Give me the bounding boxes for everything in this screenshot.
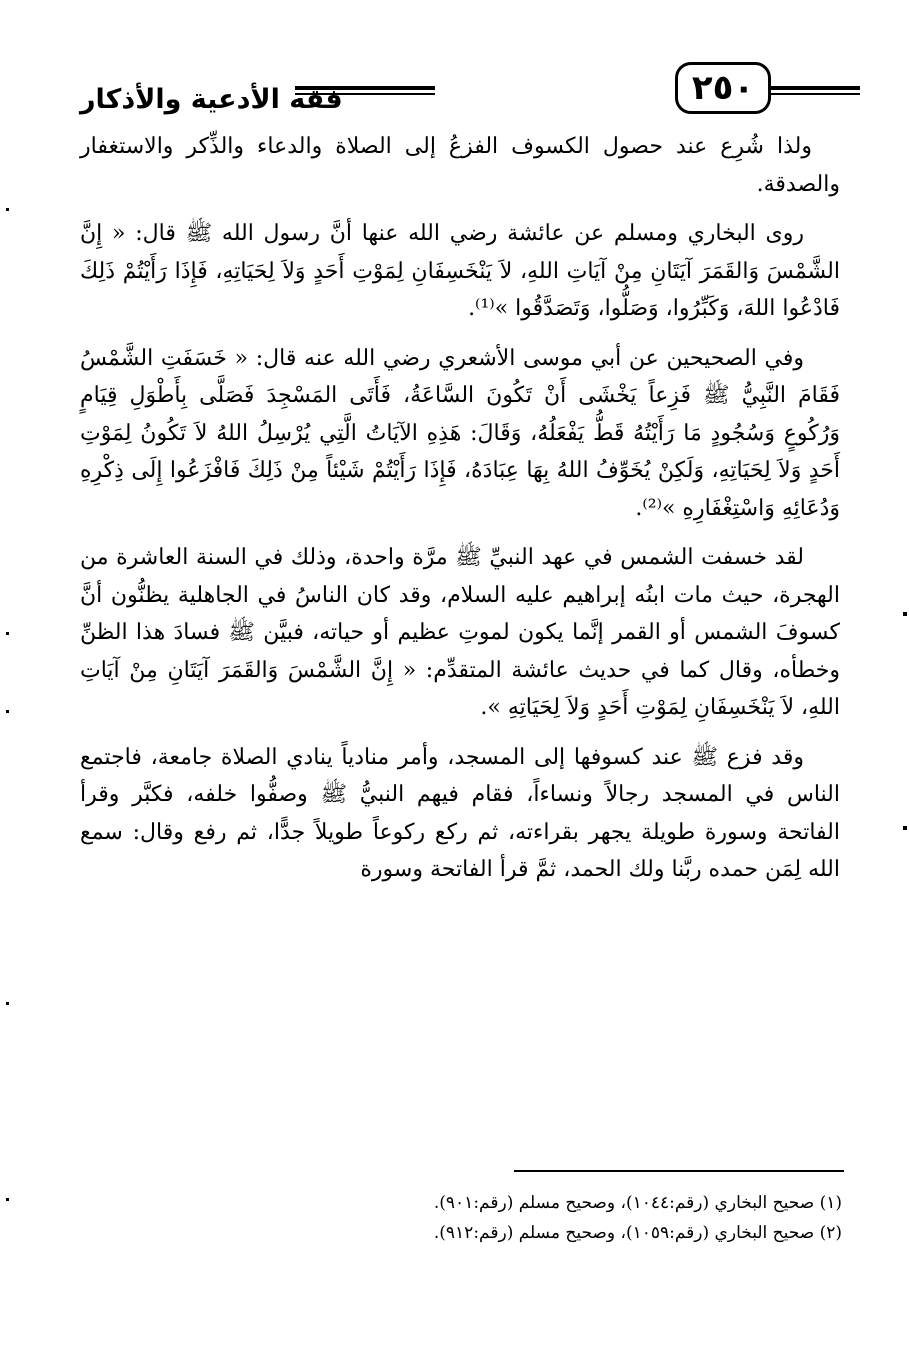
footnote-1: (١) صحيح البخاري (رقم:١٠٤٤)، وصحيح مسلم (رقم:٩٠١). bbox=[433, 1193, 842, 1213]
paragraph-5: وقد فزع ﷺ عند كسوفها إلى المسجد، وأمر منادياً ينادي الصلاة جامعة، فاجتمع الناس في المسجد رجالاً ونساءاً، فقام فيهم النبيُّ ﷺ وصفُّوا خلفه، فكبَّر وقرأ الفاتحة وسورة طويلة يجهر بقراءته، ثم ركع ركوعاً طويلاً جدًّا، ثم رفع وقال: سمع الله لِمَن حمده ربَّنا ولك الحمد، ثمَّ قرأ الفاتحة وسورة bbox=[80, 744, 840, 882]
paragraph-4: لقد خسفت الشمس في عهد النبيِّ ﷺ مرَّة واحدة، وذلك في السنة العاشرة من الهجرة، حيث مات ابنُه إبراهيم عليه السلام، وقد كان الناسُ في الجاهلية يظنُّون أنَّ كسوفَ الشمس أو القمر إنَّما يكون لموتِ عظيم أو حياته، فبيَّن ﷺ فسادَ هذا الظنِّ وخطأه، وقال كما في حديث عائشة المتقدِّم: « إِنَّ الشَّمْسَ وَالقَمَرَ آيَتَانِ مِنْ آيَاتِ اللهِ، لاَ يَنْخَسِفَانِ لِمَوْتِ أَحَدٍ وَلاَ لِحَيَاتِهِ ». bbox=[80, 545, 840, 720]
scan-mark bbox=[6, 632, 9, 635]
page-number: ٢٥٠ bbox=[675, 62, 771, 114]
scan-mark bbox=[903, 826, 907, 830]
paragraph-1: ولذا شُرِع عند حصول الكسوف الفزعُ إلى الصلاة والدعاء والذِّكر والاستغفار والصدقة. bbox=[80, 134, 840, 197]
scan-mark bbox=[903, 612, 907, 616]
scan-mark bbox=[6, 208, 9, 211]
paragraph-2: روى البخاري ومسلم عن عائشة رضي الله عنها أنَّ رسول الله ﷺ قال: « إِنَّ الشَّمْسَ وَالقَمَرَ آيَتَانِ مِنْ آيَاتِ اللهِ، لاَ يَنْخَسِفَانِ لِمَوْتِ أَحَدٍ وَلاَ لِحَيَاتِهِ، فَإِذَا رَأَيْتُمْ ذَلِكَ فَادْعُوا اللهَ، وَكَبِّرُوا، وَصَلُّوا، وَتَصَدَّقُوا »⁽¹⁾. bbox=[80, 221, 840, 321]
footnote-2: (٢) صحيح البخاري (رقم:١٠٥٩)، وصحيح مسلم (رقم:٩١٢). bbox=[433, 1223, 842, 1243]
footnote-divider bbox=[514, 1170, 844, 1172]
header-rule-right bbox=[760, 86, 860, 95]
footnotes bbox=[80, 1188, 842, 1248]
paragraph-3: وفي الصحيحين عن أبي موسى الأشعري رضي الله عنه قال: « خَسَفَتِ الشَّمْسُ فَقَامَ النَّبِيُّ ﷺ فَزِعاً يَخْشَى أَنْ تَكُونَ السَّاعَةُ، فَأَتَى المَسْجِدَ فَصَلَّى بِأَطْوَلِ قِيَامٍ وَرُكُوعٍ وَسُجُودٍ مَا رَأَيْتُهُ قَطُّ يَفْعَلُهُ، وَقَالَ: هَذِهِ الآيَاتُ الَّتِي يُرْسِلُ اللهُ لاَ تَكُونُ لِمَوْتِ أَحَدٍ وَلاَ لِحَيَاتِهِ، وَلَكِنْ يُخَوِّفُ اللهُ بِهَا عِبَادَهُ، فَإِذَا رَأَيْتُمْ شَيْئاً مِنْ ذَلِكَ فَافْزَعُوا إِلَى ذِكْرِهِ وَدُعَائِهِ وَاسْتِغْفَارِهِ »⁽²⁾. bbox=[80, 345, 840, 521]
body-text bbox=[80, 128, 840, 901]
scan-mark bbox=[6, 1002, 9, 1005]
page-header bbox=[60, 62, 860, 122]
scan-mark bbox=[6, 710, 9, 713]
scan-mark bbox=[6, 1198, 9, 1201]
book-title: فقه الأدعية والأذكار bbox=[80, 84, 343, 115]
